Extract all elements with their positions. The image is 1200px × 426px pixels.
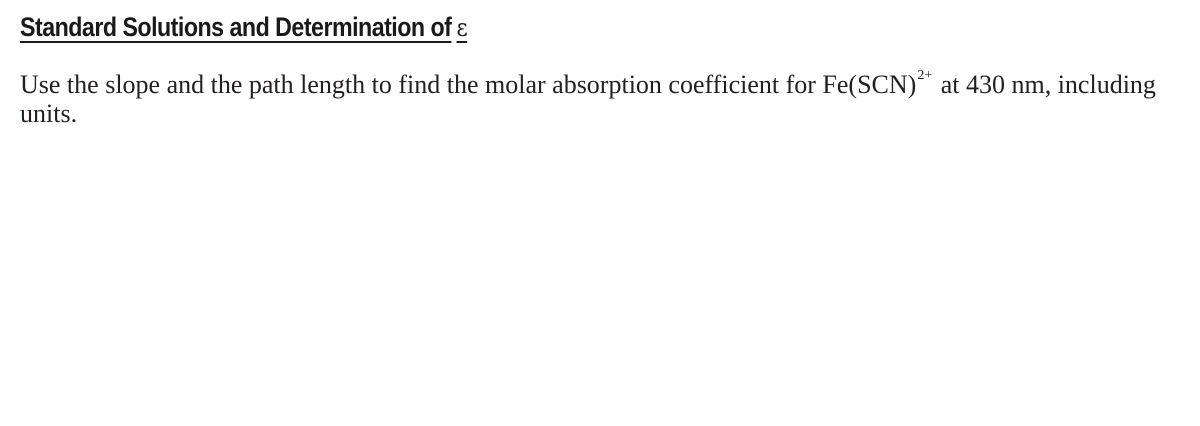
section-heading <box>20 12 467 43</box>
epsilon-symbol: ε <box>456 13 468 42</box>
question-text <box>20 70 1180 128</box>
question-text-main: Use the slope and the path length to find the molar absorption coefficient for Fe(SCN) <box>20 70 917 99</box>
question-text-end: at 430 nm, including units. <box>20 70 1156 128</box>
section-heading-text: Standard Solutions and Determination of <box>20 12 452 42</box>
charge-superscript: 2+ <box>917 68 933 84</box>
